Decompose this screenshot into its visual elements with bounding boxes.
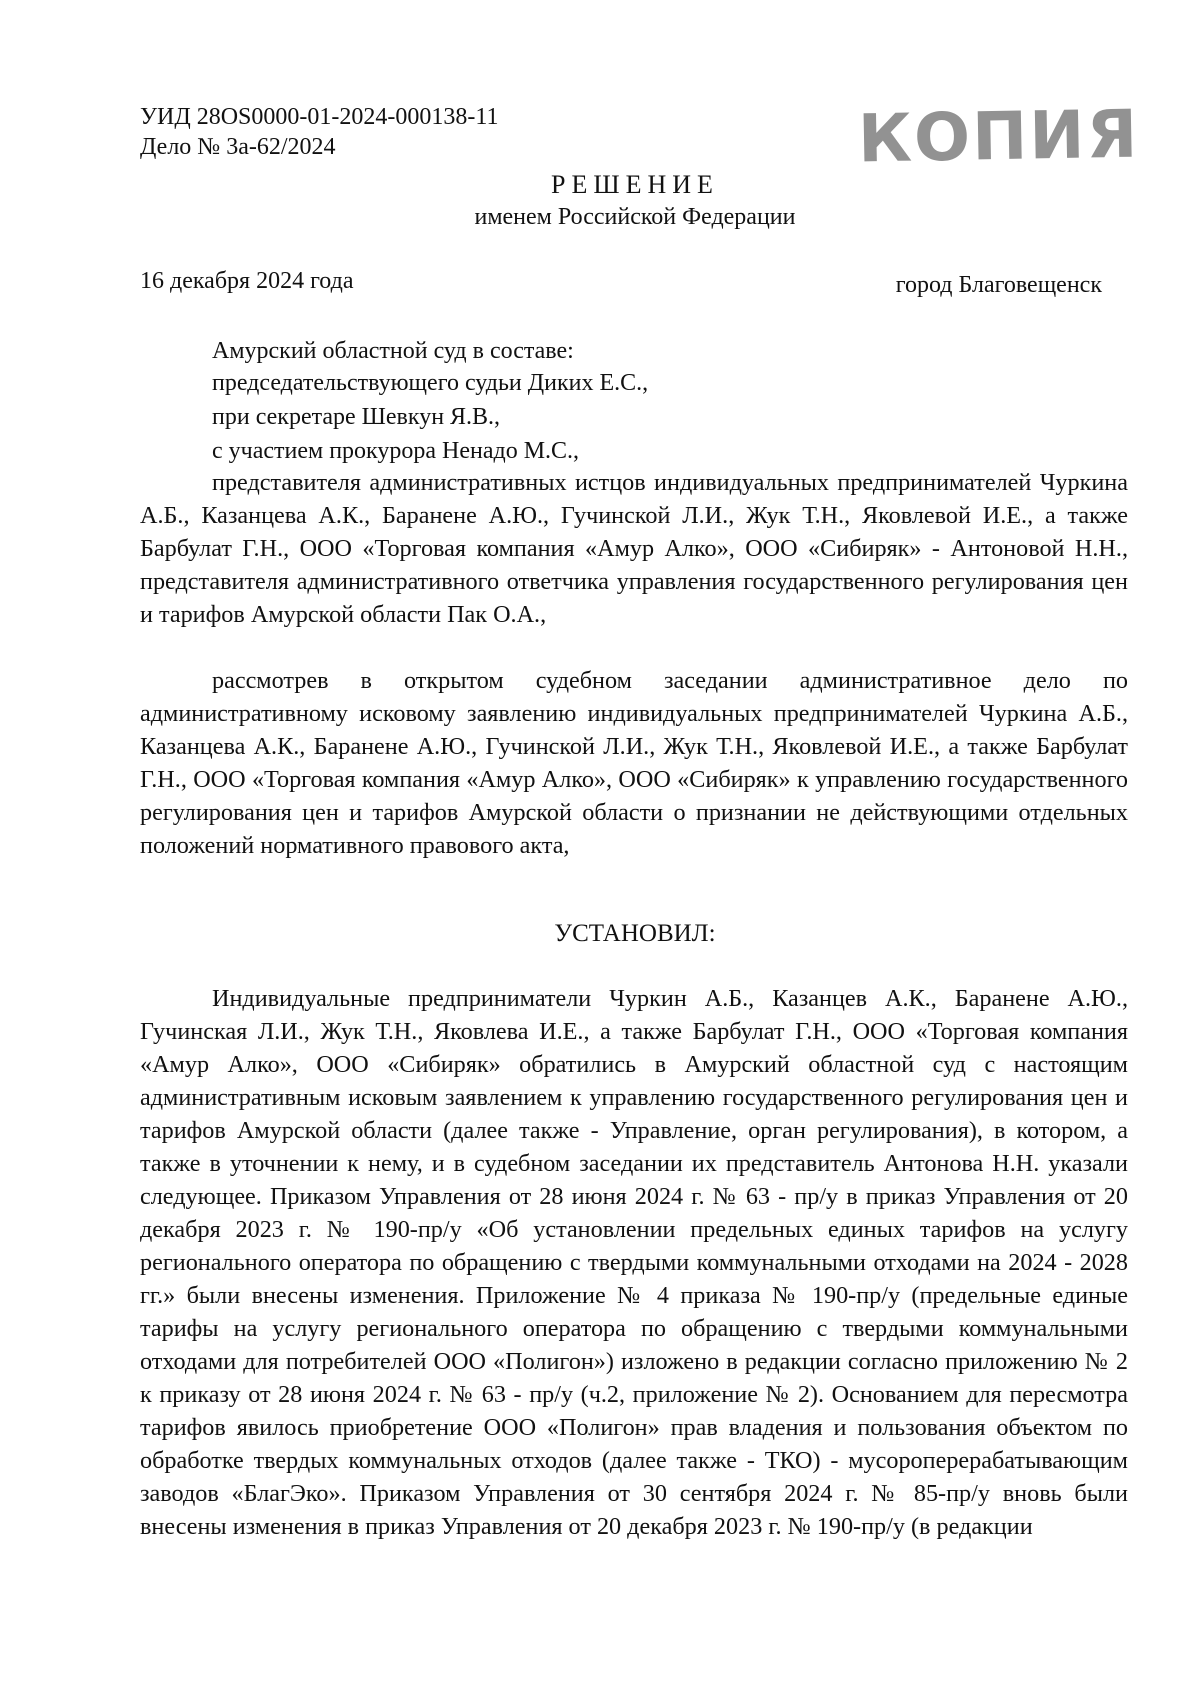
presiding-judge-line: председательствующего судьи Диких Е.С., [212,370,649,396]
copy-stamp: КОПИЯ [857,95,1141,178]
document-title: РЕШЕНИЕ [551,170,719,199]
document-subtitle: именем Российской Федерации [474,204,796,230]
representatives-paragraph: представителя административных истцов индивидуальных предпринимателей Чуркина А.Б., Казанцева А.К., Баранене А.Ю., Гучинской Л.И., Жук Т.Н., Яковлевой И.Е., а также Барбулат Г.Н., ООО «Торговая компания «Амур Алко», ООО «Сибиряк» - Антоновой Н.Н., представителя административного ответчика управления государственного регулирования цен и тарифов Амурской области Пак О.А., [140,469,1128,628]
considering-paragraph: рассмотрев в открытом судебном заседании административное дело по административному исковому заявлению индивидуальных предпринимателей Чуркина А.Б., Казанцева А.К., Баранене А.Ю., Гучинской Л.И., Жук Т.Н., Яковлевой И.Е., а также Барбулат Г.Н., ООО «Торговая компания «Амур Алко», ООО «Сибиряк» к управлению государственного регулирования цен и тарифов Амурской области о признании не действующими отдельных положений нормативного правового акта, [140,667,1128,859]
prosecutor-line: с участием прокурора Ненадо М.С., [212,438,580,464]
secretary-line: при секретаре Шевкун Я.В., [212,404,501,430]
decision-date: 16 декабря 2024 года [140,268,354,294]
body-paragraph: Индивидуальные предприниматели Чуркин А.Б., Казанцев А.К., Баранене А.Ю., Гучинская Л.И., Жук Т.Н., Яковлева И.Е., а также Барбулат Г.Н., ООО «Торговая компания «Амур Алко», ООО «Сибиряк» обратились в Амурский областной суд с настоящим административным исковым заявлением к управлению государственного регулирования цен и тарифов Амурской области (далее также - Управление, орган регулирования), в котором, а также в уточнении к нему, и в судебном заседании их представитель Антонова Н.Н. указали следующее. Приказом Управления от 28 июня 2024 г. № 63 - пр/у в приказ Управления от 20 декабря 2023 г. № 190-пр/у «Об установлении предельных единых тарифов на услугу регионального оператора по обращению с твердыми коммунальными отходами на 2024 - 2028 гг.» были внесены изменения. Приложение № 4 приказа № 190-пр/у (предельные единые тарифы на услугу регионального оператора по обращению с твердыми коммунальными отходами для потребителей ООО «Полигон») изложено в редакции согласно приложению № 2 к приказу от 28 июня 2024 г. № 63 - пр/у (ч.2, приложение № 2). Основанием для пересмотра тарифов явилось приобретение ООО «Полигон» прав владения и пользования объектом по обработке твердых коммунальных отходов (далее также - ТКО) - мусороперерабатывающим заводов «БлагЭко». Приказом Управления от 30 сентября 2024 г. № 85-пр/у вновь были внесены изменения в приказ Управления от 20 декабря 2023 г. № 190-пр/у (в редакции [140,985,1128,1540]
decision-city: город Благовещенск [895,272,1102,298]
case-uid: УИД 28OS0000-01-2024-000138-11 [140,104,499,130]
case-number: Дело № 3а-62/2024 [140,134,336,160]
established-heading: УСТАНОВИЛ: [554,920,716,947]
court-composition-line: Амурский областной суд в составе: [212,338,574,364]
